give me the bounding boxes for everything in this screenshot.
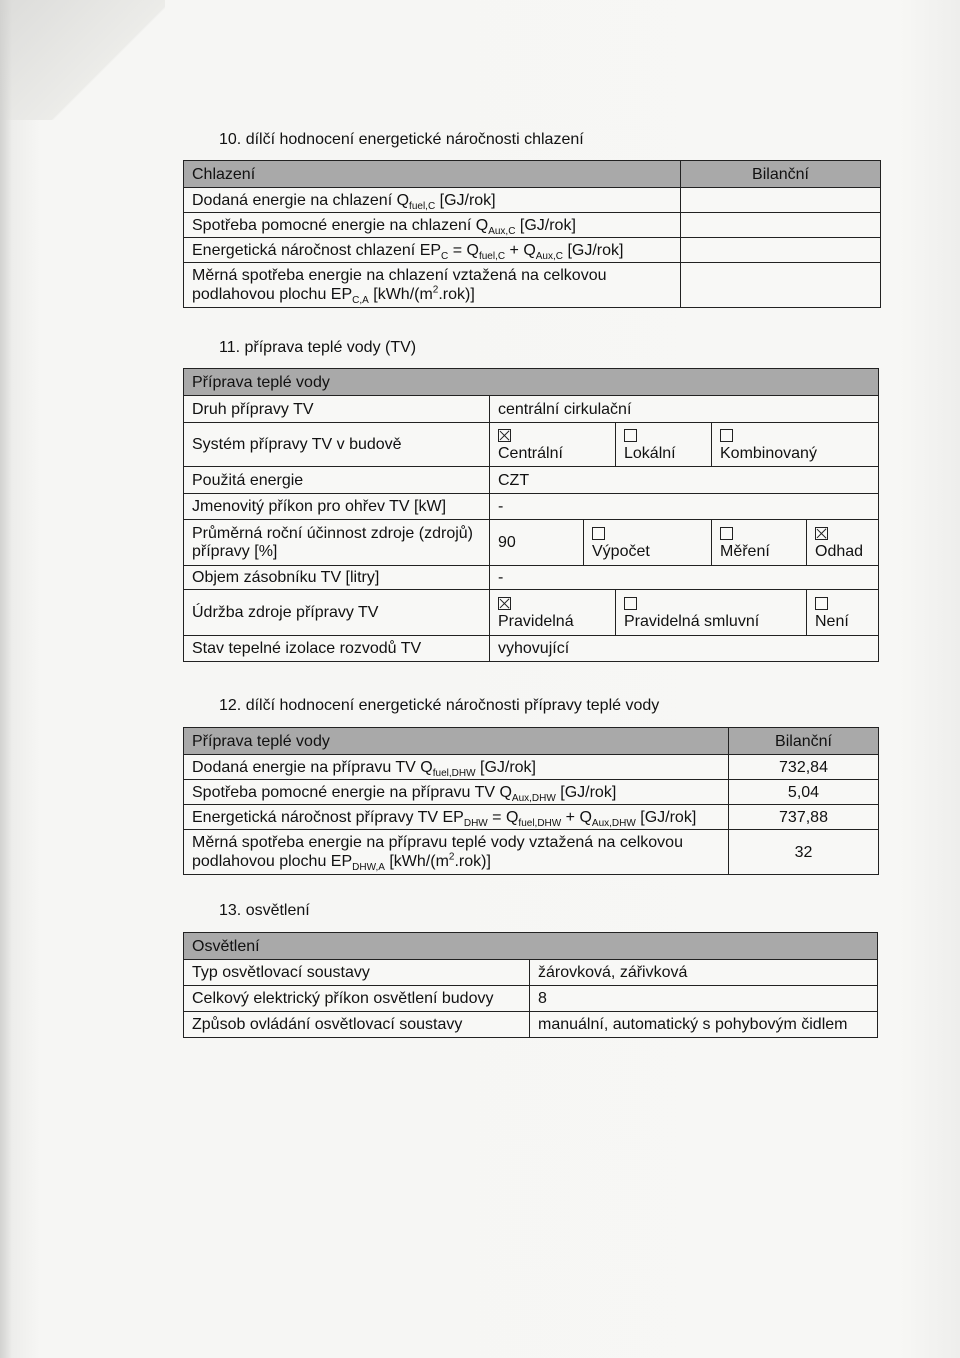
checkbox-checked-icon[interactable] [498,597,511,610]
system-option-central: Centrální [490,423,616,467]
cooling-row-auxiliary: Spotřeba pomocné energie na chlazení $Q_{Aux,C}$ [GJ/rok] [184,213,681,238]
checkbox-empty-icon[interactable] [720,429,733,442]
izolace-value: vyhovující [490,636,879,662]
system-option-local: Lokální [616,423,712,467]
objem-value: - [490,566,879,590]
hw-row-auxiliary: Spotřeba pomocné energie na přípravu TV $Q_{Aux,DHW}$ [GJ/rok] [184,780,729,805]
objem-label: Objem zásobníku TV [litry] [184,566,490,590]
lighting-row-label: Způsob ovládání osvětlovací soustavy [184,1012,530,1038]
hw-value-demand: 737,88 [729,805,879,830]
energie-value: CZT [490,467,879,494]
cooling-value-demand [681,238,881,263]
cooling-value-auxiliary [681,213,881,238]
ucinnost-option-calculation: Výpočet [584,520,712,566]
checkbox-empty-icon[interactable] [720,527,733,540]
izolace-label: Stav tepelné izolace rozvodů TV [184,636,490,662]
checkbox-empty-icon[interactable] [624,429,637,442]
section-13-heading: 13. osvětlení [219,902,310,919]
hw-value-auxiliary: 5,04 [729,780,879,805]
cooling-row-delivered: Dodaná energie na chlazení $Q_{fuel,C}$ [GJ/rok] [184,188,681,213]
ucinnost-option-estimate: Odhad [807,520,879,566]
druh-label: Druh přípravy TV [184,396,490,423]
energie-label: Použitá energie [184,467,490,494]
lighting-header: Osvětlení [184,933,878,960]
hw-value-specific: 32 [729,830,879,875]
page-corner-shadow [0,0,165,120]
hw-row-delivered: Dodaná energie na přípravu TV $Q_{fuel,DHW}$ [GJ/rok] [184,755,729,780]
system-label: Systém přípravy TV v budově [184,423,490,467]
cooling-row-demand: Energetická náročnost chlazení $EP_C = Q_{fuel,C} + Q_{Aux,C}$ [GJ/rok] [184,238,681,263]
checkbox-empty-icon[interactable] [592,527,605,540]
cooling-header-balance: Bilanční [681,161,881,188]
udrzba-option-contract: Pravidelná smluvní [616,590,807,636]
ucinnost-option-measurement: Měření [712,520,807,566]
cooling-table [183,160,881,308]
section-11-heading: 11. příprava teplé vody (TV) [219,339,417,356]
lighting-row-label: Celkový elektrický příkon osvětlení budovy [184,986,530,1012]
cooling-row-specific: Měrná spotřeba energie na chlazení vztažená na celkovou podlahovou plochu $EP_{C,A}$ $[kWh/(m^2.rok)]$ [184,263,681,308]
hw-energy-header-label: Příprava teplé vody [184,728,729,755]
hw-energy-header-balance: Bilanční [729,728,879,755]
udrzba-option-none: Není [807,590,879,636]
druh-value: centrální cirkulační [490,396,879,423]
cooling-value-specific [681,263,881,308]
hot-water-energy-table [183,727,879,875]
checkbox-checked-icon[interactable] [498,429,511,442]
hw-row-demand: Energetická náročnost přípravy TV $EP_{DHW} = Q_{fuel,DHW} + Q_{Aux,DHW}$ [GJ/rok] [184,805,729,830]
section-10-heading: 10. dílčí hodnocení energetické náročnosti chlazení [219,131,584,148]
prikon-label: Jmenovitý příkon pro ohřev TV [kW] [184,494,490,520]
prikon-value: - [490,494,879,520]
page-edge-shadow [0,0,12,1358]
lighting-table [183,932,878,1038]
lighting-row-label: Typ osvětlovací soustavy [184,960,530,986]
system-option-combined: Kombinovaný [712,423,879,467]
hw-row-specific: Měrná spotřeba energie na přípravu teplé vody vztažená na celkovou podlahovou plochu $EP_{DHW,A}$ $[kWh/(m^2.rok)]$ [184,830,729,875]
checkbox-empty-icon[interactable] [815,597,828,610]
ucinnost-value: 90 [490,520,584,566]
lighting-row-value: manuální, automatický s pohybovým čidlem [530,1012,878,1038]
lighting-row-value: žárovková, zářivková [530,960,878,986]
lighting-row-value: 8 [530,986,878,1012]
hw-value-delivered: 732,84 [729,755,879,780]
checkbox-empty-icon[interactable] [624,597,637,610]
udrzba-option-regular: Pravidelná [490,590,616,636]
ucinnost-label: Průměrná roční účinnost zdroje (zdrojů) přípravy [%] [184,520,490,566]
udrzba-label: Údržba zdroje přípravy TV [184,590,490,636]
hot-water-header: Příprava teplé vody [184,369,879,396]
checkbox-checked-icon[interactable] [815,527,828,540]
section-12-heading: 12. dílčí hodnocení energetické náročnosti přípravy teplé vody [219,697,660,714]
hot-water-table [183,368,879,662]
cooling-header-label: Chlazení [184,161,681,188]
cooling-value-delivered [681,188,881,213]
